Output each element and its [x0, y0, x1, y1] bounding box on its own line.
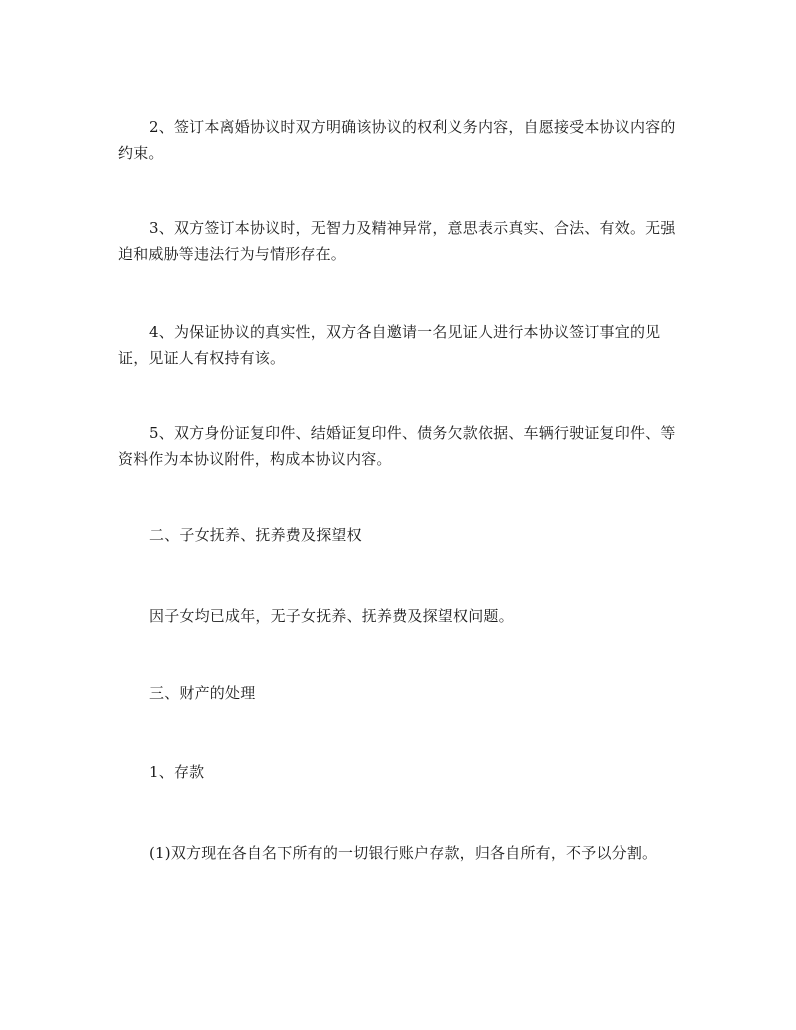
- property-deposit-subheading: 1、存款: [149, 763, 205, 781]
- clause-3-paragraph: 3、双方签订本协议时，无智力及精神异常，意思表示真实、合法、有效。无强迫和威胁等违法行为与情形存在。: [118, 219, 676, 263]
- section-children-body: 因子女均已成年，无子女抚养、抚养费及探望权问题。: [149, 607, 514, 625]
- clause-5-paragraph: 5、双方身份证复印件、结婚证复印件、债务欠款依据、车辆行驶证复印件、等资料作为本协议附件，构成本协议内容。: [118, 424, 676, 468]
- section-children-heading: 二、子女抚养、抚养费及探望权: [149, 526, 362, 544]
- property-deposit-item-1: (1)双方现在各自名下所有的一切银行账户存款，归各自所有，不予以分割。: [149, 844, 658, 862]
- section-property-heading: 三、财产的处理: [149, 684, 256, 702]
- clause-4-paragraph: 4、为保证协议的真实性，双方各自邀请一名见证人进行本协议签订事宜的见证，见证人有权持有该。: [118, 323, 661, 367]
- clause-2-paragraph: 2、签订本离婚协议时双方明确该协议的权利义务内容，自愿接受本协议内容的约束。: [118, 118, 676, 162]
